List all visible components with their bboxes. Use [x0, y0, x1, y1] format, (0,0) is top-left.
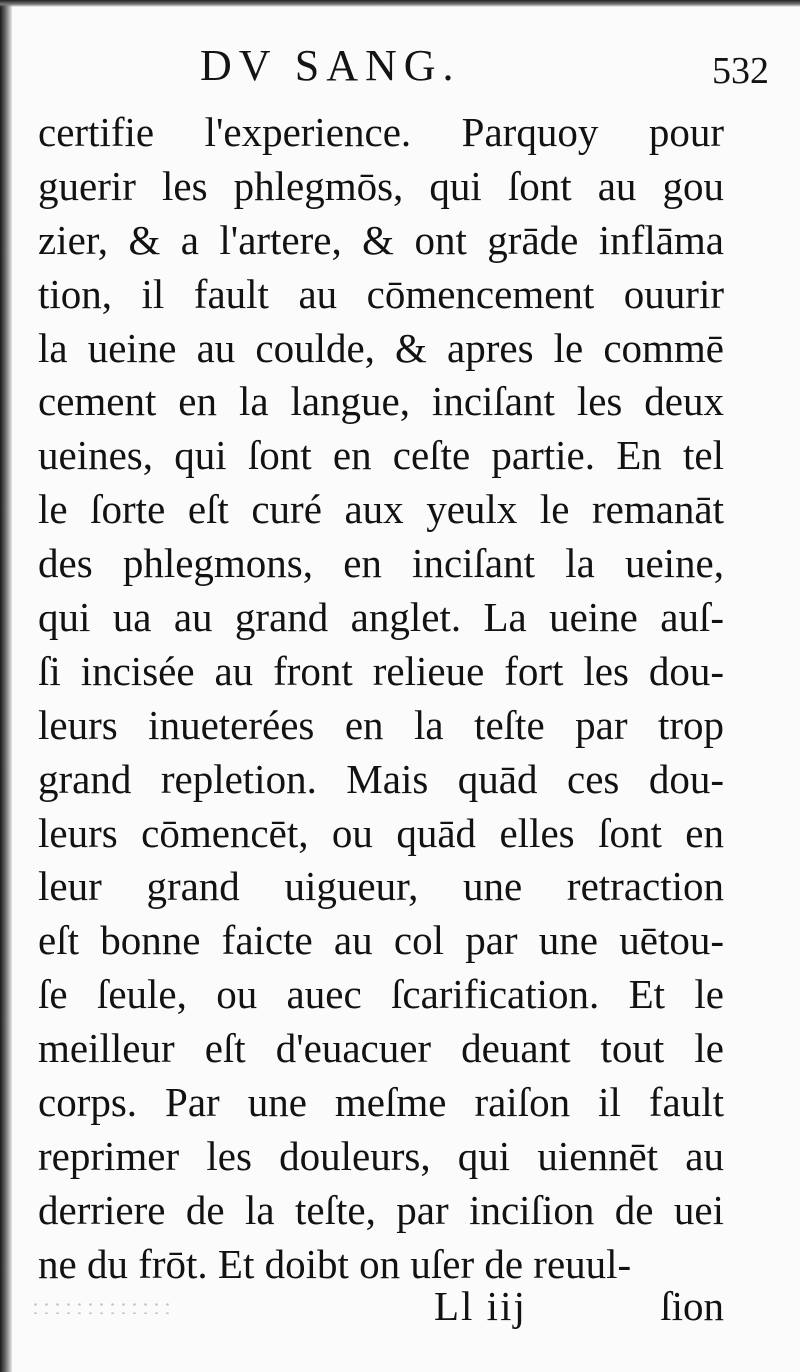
text-line: leurs cōmencēt, ou quād elles ſont en — [38, 809, 724, 856]
body-text — [38, 106, 724, 1292]
page-number: 532 — [712, 50, 769, 92]
signature-mark: Ll iij — [434, 1283, 527, 1329]
binding-shadow — [0, 0, 12, 1372]
text-line: reprimer les douleurs, qui uiennēt au — [38, 1132, 724, 1179]
text-line: derriere de la teſte, par inciſion de uei — [38, 1186, 724, 1233]
text-line: leurs inueterées en la teſte par trop — [38, 701, 724, 748]
page-top-edge — [0, 0, 800, 7]
text-line: corps. Par une meſme raiſon il fault — [38, 1079, 724, 1126]
catchword: ſion — [660, 1283, 724, 1329]
text-line: qui ua au grand anglet. La ueine auſ- — [38, 594, 724, 641]
text-line: cement en la langue, inciſant les deux — [38, 378, 724, 425]
text-line: meilleur eſt d'euacuer deuant tout le — [38, 1025, 724, 1072]
text-line: le ſorte eſt curé aux yeulx le remanāt — [38, 486, 724, 533]
running-head: DV SANG. — [200, 41, 461, 90]
page-footer — [38, 1282, 724, 1330]
text-line: tion, il fault au cōmencement ouurir — [38, 270, 724, 317]
text-line: leur grand uigueur, une retraction — [38, 863, 724, 910]
text-line: guerir les phlegmōs, qui ſont au gou — [38, 162, 724, 209]
text-line: ueines, qui ſont en ceſte partie. En tel — [38, 432, 724, 479]
text-line: ſe ſeule, ou auec ſcarification. Et le — [38, 971, 724, 1018]
text-line: ne du frōt. Et doibt on uſer de reuul- — [38, 1240, 632, 1287]
text-line: certifie l'experience. Parquoy pour — [38, 109, 724, 155]
text-line: la ueine au coulde, & apres le commē — [38, 324, 724, 371]
text-line: ſi incisée au front relieue fort les dou- — [38, 647, 724, 694]
text-line: zier, & a l'artere, & ont grāde inflāma — [38, 216, 724, 263]
text-line: des phlegmons, en inciſant la ueine, — [38, 540, 724, 587]
text-line: grand repletion. Mais quād ces dou- — [38, 755, 724, 802]
text-line: eſt bonne faicte au col par une uētou- — [38, 917, 724, 964]
